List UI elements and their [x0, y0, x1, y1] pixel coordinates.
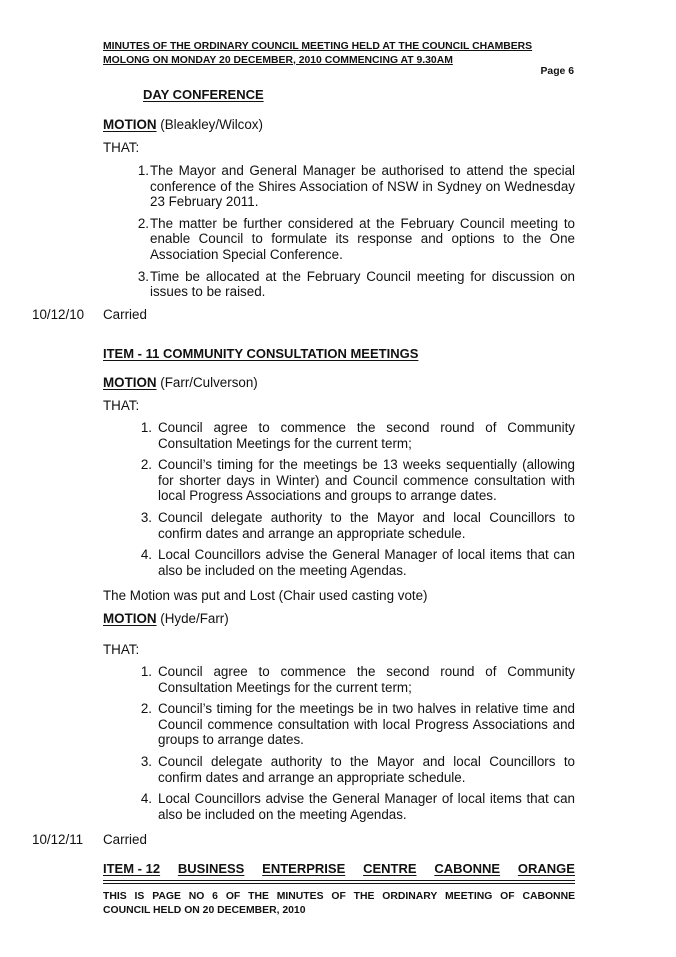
- item-text: Council agree to commence the second round of Community Consultation Meetings for the current term;: [158, 664, 575, 695]
- motion-items-list: [103, 664, 575, 828]
- footer-divider: [103, 880, 575, 881]
- list-item: [103, 791, 575, 822]
- list-item: [103, 754, 575, 785]
- item-text: Council’s timing for the meetings be 13 weeks sequentially (allowing for shorter days in Winter) and Council commence consultation with local Progress Associations and groups to arrange dates.: [158, 457, 575, 504]
- item-number: 2.: [140, 701, 152, 717]
- that-label: THAT:: [103, 140, 140, 155]
- title-word: CABONNE: [434, 861, 501, 876]
- motion-line: [103, 117, 263, 133]
- item-text: Council agree to commence the second round of Community Consultation Meetings for the current term;: [158, 420, 575, 451]
- item-number: 3.: [140, 509, 152, 525]
- list-item: [103, 457, 575, 504]
- motion-label: MOTION: [103, 117, 157, 132]
- motion-movers: (Farr/Culverson): [156, 375, 258, 390]
- motion-label: MOTION: [103, 611, 157, 626]
- title-word: ORANGE: [517, 861, 575, 876]
- page-header: [103, 40, 575, 67]
- motion-movers: (Bleakley/Wilcox): [156, 117, 263, 132]
- item-number: 1.: [137, 163, 149, 178]
- header-line-1: MINUTES OF THE ORDINARY COUNCIL MEETING HELD AT THE COUNCIL CHAMBERS: [103, 41, 533, 52]
- resolution-result: Carried: [103, 832, 147, 847]
- motion-outcome: The Motion was put and Lost (Chair used casting vote): [103, 588, 428, 603]
- list-item: [103, 420, 575, 451]
- motion-items-list: [103, 420, 575, 584]
- list-item: [103, 163, 575, 210]
- motion-items-list: [103, 163, 575, 306]
- section-title-item-12: [103, 861, 575, 876]
- list-item: [103, 269, 575, 300]
- title-word: ENTERPRISE: [262, 861, 346, 876]
- footer-line-1: THIS IS PAGE NO 6 OF THE MINUTES OF THE ORDINARY MEETING OF CABONNE: [103, 891, 575, 902]
- item-number: 3.: [137, 268, 149, 284]
- motion-line: [103, 375, 258, 391]
- resolution-result: Carried: [103, 307, 147, 322]
- footer-line-2: COUNCIL HELD ON 20 DECEMBER, 2010: [103, 905, 306, 916]
- item-text: Time be allocated at the February Council meeting for discussion on issues to be raised.: [150, 268, 575, 300]
- section-title-day-conference: DAY CONFERENCE: [143, 87, 264, 102]
- motion-line: [103, 611, 229, 627]
- item-number: 4.: [140, 791, 152, 807]
- item-text: Local Councillors advise the General Manager of local items that can also be included on the meeting Agendas.: [158, 791, 575, 822]
- item-text: Council delegate authority to the Mayor and local Councillors to confirm dates and arrange an appropriate schedule.: [158, 509, 575, 541]
- item-text: Council delegate authority to the Mayor and local Councillors to confirm dates and arrange an appropriate schedule.: [158, 753, 575, 785]
- item-number: 3.: [140, 753, 152, 769]
- item-text: Council’s timing for the meetings be in two halves in relative time and Council commence consultation with local Progress Associations and groups to arrange dates.: [158, 701, 575, 748]
- that-label: THAT:: [103, 398, 140, 413]
- item-number: 1.: [140, 420, 152, 435]
- title-word: ITEM - 12: [103, 861, 161, 876]
- header-line-2: MOLONG ON MONDAY 20 DECEMBER, 2010 COMMENCING AT 9.30AM: [103, 54, 453, 66]
- that-label: THAT:: [103, 642, 140, 657]
- footer-divider: [103, 883, 575, 884]
- page-footer: [103, 890, 575, 918]
- list-item: [103, 216, 575, 263]
- motion-label: MOTION: [103, 375, 157, 390]
- title-word: BUSINESS: [177, 861, 245, 876]
- motion-movers: (Hyde/Farr): [156, 611, 229, 626]
- resolution-number: 10/12/10: [32, 307, 85, 322]
- item-text: The matter be further considered at the February Council meeting to enable Council to formulate its response and options to the One Association Special Conference.: [150, 215, 575, 262]
- item-number: 1.: [140, 664, 152, 679]
- section-title-item-11: ITEM - 11 COMMUNITY CONSULTATION MEETINGS: [103, 346, 419, 361]
- item-text: The Mayor and General Manager be authorised to attend the special conference of the Shires Association of NSW in Sydney on Wednesday 23 February 2011.: [150, 163, 575, 210]
- item-number: 2.: [137, 215, 149, 231]
- list-item: [103, 547, 575, 578]
- item-number: 2.: [140, 457, 152, 473]
- title-word: CENTRE: [363, 861, 417, 876]
- resolution-number: 10/12/11: [32, 832, 84, 847]
- item-number: 4.: [140, 547, 152, 563]
- list-item: [103, 664, 575, 695]
- item-text: Local Councillors advise the General Manager of local items that can also be included on the meeting Agendas.: [158, 547, 575, 578]
- page-number: Page 6: [540, 66, 574, 77]
- list-item: [103, 510, 575, 541]
- list-item: [103, 701, 575, 748]
